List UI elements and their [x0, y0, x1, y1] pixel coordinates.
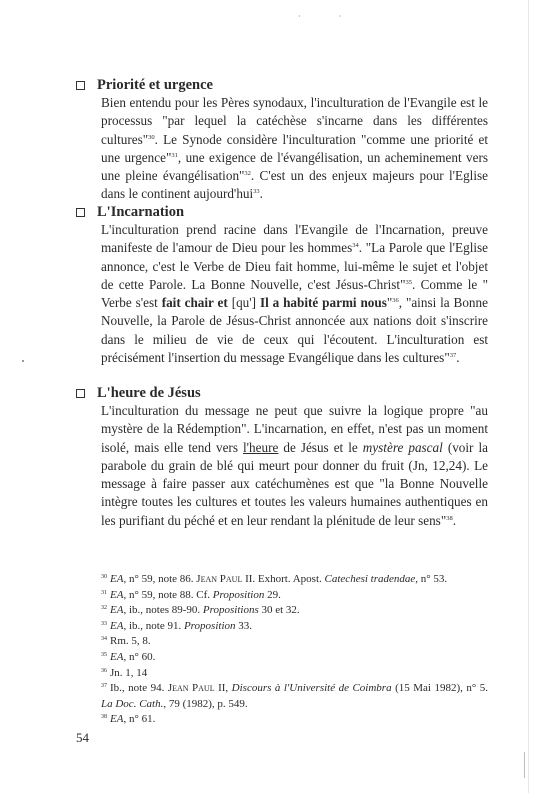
- text-run: II,: [214, 682, 232, 695]
- footnote-number: 30: [101, 574, 107, 580]
- text-run: Proposition: [212, 588, 265, 601]
- text-run: Bien entendu pour les Pères synodaux, l'inculturation de l'Evangile est le processus "par lequel la catéchèse s'incarne dans les différentes cultures": [101, 95, 488, 147]
- text-run: , "ainsi la Bonne Nouvelle, la Parole de Jésus-Christ annoncée aux nations doit s'inscrire dans le milieu de vie de ceux qui l'écoutent. L'inculturation est précisément l'insertion du message Evangélique dans les cultures": [101, 295, 488, 366]
- footnote-30: [101, 572, 488, 588]
- section-title: L'heure de Jésus: [97, 384, 201, 401]
- text-run: Rm. 5, 8.: [110, 635, 151, 648]
- text-run: EA: [110, 604, 124, 617]
- text-run: ": [386, 295, 393, 311]
- text-run: EA: [110, 619, 124, 632]
- footnote-number: 38: [101, 714, 107, 721]
- text-run: , n° 53.: [415, 573, 448, 585]
- text-run: EA: [110, 573, 124, 585]
- underlined-phrase: l'heure: [242, 439, 279, 455]
- footnote-34: [101, 634, 488, 650]
- section-body: [101, 221, 488, 367]
- section-heading: [76, 384, 488, 402]
- text-run: (voir la parabole du grain de blé qui meurt pour donner du fruit (Jn, 12,24). Le message à faire passer aux catéchumènes est que "la Bonne Nouvelle intègre toutes les cultures et toutes les valeurs humaines authentiques en les purifiant du péché et en leur rendant la plénitude de leur sens": [101, 439, 488, 528]
- text-run: , ib., note 91.: [123, 619, 184, 632]
- footnote-35: [101, 650, 488, 666]
- text-run: Discours à l'Université de Coimbra: [231, 682, 392, 695]
- scan-edge: [528, 0, 529, 793]
- italic-phrase: mystère pascal: [362, 439, 443, 455]
- footnote-38: [101, 712, 488, 728]
- text-run: Ib., note 94.: [110, 682, 168, 695]
- footnote-number: 32: [101, 605, 107, 612]
- checkbox-bullet-icon: [76, 81, 85, 90]
- footnote-ref: 34: [352, 242, 359, 250]
- bold-phrase: Il a habité parmi nous: [259, 295, 387, 311]
- text-run: Proposition: [183, 619, 236, 632]
- footnote-32: [101, 603, 488, 619]
- section-heure-de-jesus: [76, 384, 488, 530]
- bold-phrase: fait chair et: [161, 295, 228, 311]
- text-run: 33.: [235, 619, 252, 632]
- text-run: L'inculturation du message ne peut que suivre la logique propre "au mystère de la Rédemption". L'incarnation, en effet, n'est pas un moment isolé, mais elle tend vers: [101, 403, 488, 455]
- text-run: . Le Synode considère l'inculturation "comme une priorité et une urgence": [101, 131, 488, 165]
- text-run: .: [456, 350, 460, 366]
- text-run: Jn. 1, 14: [110, 666, 148, 679]
- scan-specks: · ·: [298, 12, 360, 21]
- author-name: Jean Paul: [196, 573, 243, 585]
- footnote-37: [101, 681, 488, 712]
- scan-edge-mark: [524, 752, 525, 778]
- text-run: 29.: [264, 588, 281, 601]
- text-run: de Jésus et le: [278, 439, 363, 455]
- section-title: L'Incarnation: [97, 203, 185, 220]
- section-body: [101, 94, 488, 204]
- text-run: L'inculturation prend racine dans l'Evangile de l'Incarnation, preuve manifeste de l'amour de Dieu pour les hommes: [101, 222, 488, 256]
- footnotes: [101, 572, 488, 728]
- footnote-ref: 33: [253, 188, 260, 196]
- section-title: Priorité et urgence: [97, 76, 213, 93]
- footnote-ref: 31: [171, 151, 178, 159]
- text-run: . "La Parole que l'Eglise annonce, c'est le Verbe de Dieu fait homme, lui-même le sujet et l'objet de cette Parole. La Bonne Nouvelle, c'est Jésus-Christ": [101, 240, 489, 292]
- text-run: .: [259, 186, 263, 202]
- footnote-ref: 32: [244, 170, 251, 178]
- footnote-ref: 38: [446, 514, 453, 522]
- text-run: II. Exhort. Apost.: [242, 573, 325, 585]
- footnote-number: 37: [101, 683, 107, 690]
- text-run: , n° 61.: [123, 713, 156, 726]
- text-run: , n° 59, note 86.: [123, 573, 197, 585]
- text-run: . Comme le " Verbe s'est: [101, 276, 488, 311]
- footnote-number: 34: [101, 636, 107, 643]
- scan-speck: [22, 360, 24, 362]
- text-run: EA: [110, 650, 124, 663]
- text-run: 30 et 32.: [258, 604, 300, 617]
- text-run: . C'est un des enjeux majeurs pour l'Eglise dans le continent aujourd'hui: [101, 168, 488, 202]
- footnote-ref: 35: [405, 278, 412, 286]
- text-run: Propositions: [202, 604, 259, 617]
- text-run: EA: [110, 588, 124, 601]
- text-run: , une exigence de l'évangélisation, un acheminement vers une pleine évangélisation": [101, 149, 488, 184]
- footnote-number: 31: [101, 589, 107, 596]
- footnote-33: [101, 619, 488, 635]
- text-run: , n° 60.: [123, 650, 156, 663]
- text-run: .: [452, 512, 456, 528]
- footnote-36: [101, 666, 488, 682]
- checkbox-bullet-icon: [76, 389, 85, 398]
- footnote-31: [101, 588, 488, 604]
- text-run: , n° 59, note 88. Cf.: [123, 588, 213, 601]
- author-name: Jean Paul: [167, 682, 215, 695]
- text-run: Catechesi tradendae: [324, 573, 416, 585]
- text-run: , 79 (1982), p. 549.: [163, 697, 248, 710]
- text-run: La Doc. Cath.: [101, 697, 164, 710]
- section-body: [101, 402, 488, 530]
- checkbox-bullet-icon: [76, 208, 85, 217]
- text-run: , ib., notes 89-90.: [123, 604, 203, 617]
- page-number: 54: [76, 730, 89, 745]
- footnote-number: 36: [101, 667, 107, 674]
- footnote-ref: 37: [449, 352, 457, 360]
- text-run: (15 Mai 1982), n° 5.: [391, 682, 488, 695]
- section-incarnation: [76, 203, 488, 367]
- section-priorite: [76, 76, 488, 204]
- footnote-number: 35: [101, 651, 107, 658]
- footnote-number: 33: [101, 620, 107, 627]
- section-heading: [76, 76, 488, 94]
- section-heading: [76, 203, 488, 221]
- text-run: EA: [110, 713, 124, 726]
- text-run: [qu']: [227, 295, 260, 311]
- footnote-ref: 30: [148, 133, 155, 141]
- footnote-ref: 36: [392, 297, 399, 305]
